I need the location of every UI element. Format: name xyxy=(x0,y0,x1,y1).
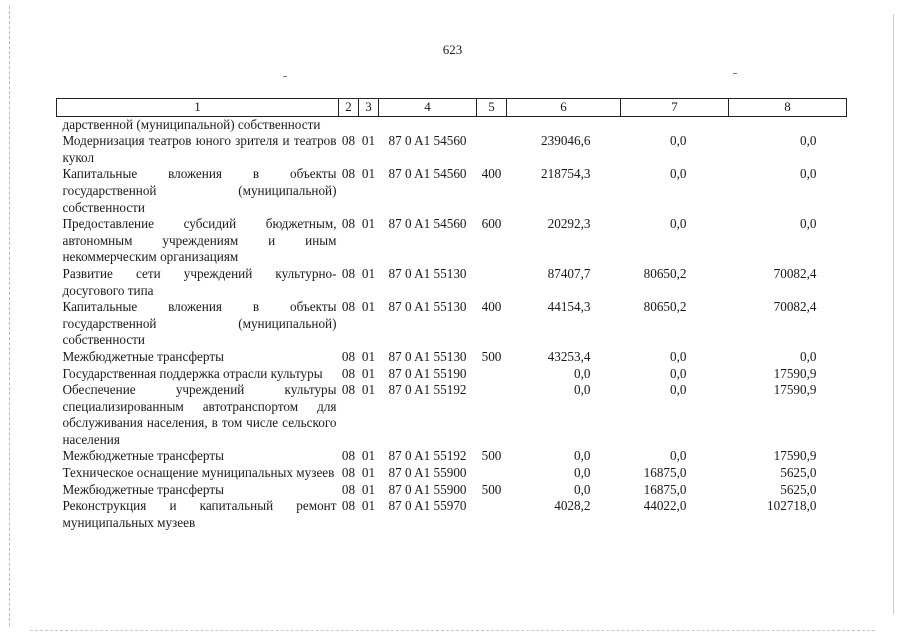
cell-subsection: 01 xyxy=(361,348,376,364)
cell-amount-col8: 102718,0 xyxy=(767,498,817,514)
row-description: Реконструкция и капитальный ремонт муниципальных музеев xyxy=(62,498,337,530)
cell-target-article: 87 0 A1 55130 xyxy=(388,299,467,315)
table-header-row xyxy=(57,99,847,117)
cell-expense-type: 500 xyxy=(481,448,502,464)
cell-expense-type: 400 xyxy=(481,299,502,315)
column-header: 8 xyxy=(729,99,847,117)
cell-amount-col6: 0,0 xyxy=(574,382,591,398)
cell-section: 08 xyxy=(341,265,356,281)
table-row xyxy=(57,349,847,366)
table-row xyxy=(57,116,847,133)
cell-amount-col7: 0,0 xyxy=(670,348,687,364)
cell-section: 08 xyxy=(341,299,356,315)
scan-speck xyxy=(733,73,737,74)
cell-section: 08 xyxy=(341,481,356,497)
cell-subsection: 01 xyxy=(361,166,376,182)
cell-amount-col7: 0,0 xyxy=(670,365,687,381)
cell-amount-col8: 0,0 xyxy=(800,133,817,149)
cell-section: 08 xyxy=(341,498,356,514)
cell-subsection: 01 xyxy=(361,216,376,232)
cell-amount-col8: 70082,4 xyxy=(773,299,817,315)
cell-amount-col7: 0,0 xyxy=(670,216,687,232)
cell-section: 08 xyxy=(341,465,356,481)
cell-section: 08 xyxy=(341,216,356,232)
cell-amount-col7: 0,0 xyxy=(670,448,687,464)
row-description: Капитальные вложения в объекты государственной (муниципальной) собственности xyxy=(62,166,337,215)
scan-edge-left xyxy=(9,6,10,626)
cell-amount-col6: 0,0 xyxy=(574,448,591,464)
cell-subsection: 01 xyxy=(361,481,376,497)
cell-amount-col7: 44022,0 xyxy=(643,498,687,514)
cell-section: 08 xyxy=(341,365,356,381)
row-description: Обеспечение учреждений культуры специализированным автотранспортом для обслуживания населения, в том числе сельского населения xyxy=(62,382,337,447)
cell-expense-type xyxy=(477,116,507,133)
cell-subsection: 01 xyxy=(361,448,376,464)
cell-expense-type xyxy=(477,465,507,482)
table-row xyxy=(57,166,847,216)
cell-amount-col8: 17590,9 xyxy=(773,448,817,464)
cell-amount-col6: 20292,3 xyxy=(547,216,591,232)
scan-edge-bottom xyxy=(30,630,875,631)
cell-amount-col8: 17590,9 xyxy=(773,365,817,381)
cell-amount-col8: 0,0 xyxy=(800,216,817,232)
cell-amount-col7: 80650,2 xyxy=(643,299,687,315)
table-row xyxy=(57,133,847,166)
cell-subsection: 01 xyxy=(361,365,376,381)
row-description: Государственная поддержка отрасли культуры xyxy=(62,365,323,381)
cell-subsection xyxy=(359,116,379,133)
table-row xyxy=(57,448,847,465)
scan-edge-right xyxy=(893,14,894,614)
row-description: Межбюджетные трансферты xyxy=(62,348,224,364)
cell-expense-type: 600 xyxy=(481,216,502,232)
cell-amount-col8 xyxy=(729,116,847,133)
cell-section: 08 xyxy=(341,133,356,149)
cell-subsection: 01 xyxy=(361,382,376,398)
table-row xyxy=(57,299,847,349)
cell-subsection: 01 xyxy=(361,133,376,149)
cell-amount-col6: 43253,4 xyxy=(547,348,591,364)
cell-amount-col8: 5625,0 xyxy=(780,465,817,481)
cell-expense-type: 500 xyxy=(481,348,502,364)
cell-subsection: 01 xyxy=(361,498,376,514)
cell-target-article: 87 0 A1 55192 xyxy=(388,382,467,398)
cell-amount-col8: 0,0 xyxy=(800,166,817,182)
column-header: 3 xyxy=(359,99,379,117)
cell-target-article: 87 0 A1 55900 xyxy=(388,465,467,481)
table-body xyxy=(57,116,847,531)
cell-amount-col8: 17590,9 xyxy=(773,382,817,398)
cell-amount-col7: 80650,2 xyxy=(643,265,687,281)
cell-amount-col8: 0,0 xyxy=(800,348,817,364)
column-header: 2 xyxy=(339,99,359,117)
cell-expense-type xyxy=(477,382,507,448)
page-number: 623 xyxy=(442,42,463,57)
cell-amount-col6: 44154,3 xyxy=(547,299,591,315)
row-description: Предоставление субсидий бюджетным, автономным учреждениям и иным некоммерческим организациям xyxy=(62,216,337,265)
cell-section: 08 xyxy=(341,166,356,182)
row-description: Капитальные вложения в объекты государственной (муниципальной) собственности xyxy=(62,299,337,348)
column-header: 5 xyxy=(477,99,507,117)
column-header: 6 xyxy=(507,99,621,117)
cell-target-article xyxy=(379,116,477,133)
cell-amount-col8: 5625,0 xyxy=(780,481,817,497)
cell-target-article: 87 0 A1 54560 xyxy=(388,133,467,149)
cell-target-article: 87 0 A1 55190 xyxy=(388,365,467,381)
cell-target-article: 87 0 A1 55130 xyxy=(388,348,467,364)
cell-amount-col6: 218754,3 xyxy=(541,166,591,182)
row-description: дарственной (муниципальной) собственности xyxy=(62,116,321,132)
cell-amount-col6: 87407,7 xyxy=(547,265,591,281)
table-row xyxy=(57,482,847,499)
cell-amount-col6: 4028,2 xyxy=(554,498,591,514)
budget-table xyxy=(56,98,847,531)
scan-speck xyxy=(283,76,287,77)
table-row xyxy=(57,216,847,266)
cell-section: 08 xyxy=(341,382,356,398)
table-row xyxy=(57,366,847,383)
cell-target-article: 87 0 A1 55900 xyxy=(388,481,467,497)
cell-expense-type: 500 xyxy=(481,481,502,497)
cell-amount-col7 xyxy=(621,116,729,133)
cell-amount-col6: 0,0 xyxy=(574,465,591,481)
cell-amount-col6: 0,0 xyxy=(574,365,591,381)
cell-target-article: 87 0 A1 55970 xyxy=(388,498,467,514)
cell-amount-col7: 16875,0 xyxy=(643,481,687,497)
row-description: Развитие сети учреждений культурно-досугового типа xyxy=(62,265,337,298)
cell-amount-col7: 0,0 xyxy=(670,133,687,149)
row-description: Межбюджетные трансферты xyxy=(62,448,224,464)
cell-amount-col7: 16875,0 xyxy=(643,465,687,481)
cell-target-article: 87 0 A1 55192 xyxy=(388,448,467,464)
cell-subsection: 01 xyxy=(361,265,376,281)
cell-subsection: 01 xyxy=(361,299,376,315)
cell-section: 08 xyxy=(341,448,356,464)
column-header: 7 xyxy=(621,99,729,117)
cell-amount-col7: 0,0 xyxy=(670,382,687,398)
cell-amount-col8: 70082,4 xyxy=(773,265,817,281)
cell-subsection: 01 xyxy=(361,465,376,481)
table-row xyxy=(57,382,847,448)
cell-section xyxy=(339,116,359,133)
row-description: Межбюджетные трансферты xyxy=(62,481,224,497)
cell-amount-col6 xyxy=(507,116,621,133)
cell-expense-type xyxy=(477,498,507,531)
row-description: Модернизация театров юного зрителя и театров кукол xyxy=(62,133,337,165)
table-row xyxy=(57,465,847,482)
column-header: 4 xyxy=(379,99,477,117)
column-header: 1 xyxy=(57,99,339,117)
cell-amount-col7: 0,0 xyxy=(670,166,687,182)
cell-section: 08 xyxy=(341,348,356,364)
table-row xyxy=(57,498,847,531)
cell-target-article: 87 0 A1 54560 xyxy=(388,216,467,232)
cell-amount-col6: 239046,6 xyxy=(541,133,591,149)
table-row xyxy=(57,266,847,299)
cell-expense-type xyxy=(477,266,507,299)
cell-expense-type: 400 xyxy=(481,166,502,182)
cell-expense-type xyxy=(477,366,507,383)
cell-target-article: 87 0 A1 55130 xyxy=(388,265,467,281)
cell-expense-type xyxy=(477,133,507,166)
row-description: Техническое оснащение муниципальных музеев xyxy=(62,465,335,481)
cell-amount-col6: 0,0 xyxy=(574,481,591,497)
cell-target-article: 87 0 A1 54560 xyxy=(388,166,467,182)
